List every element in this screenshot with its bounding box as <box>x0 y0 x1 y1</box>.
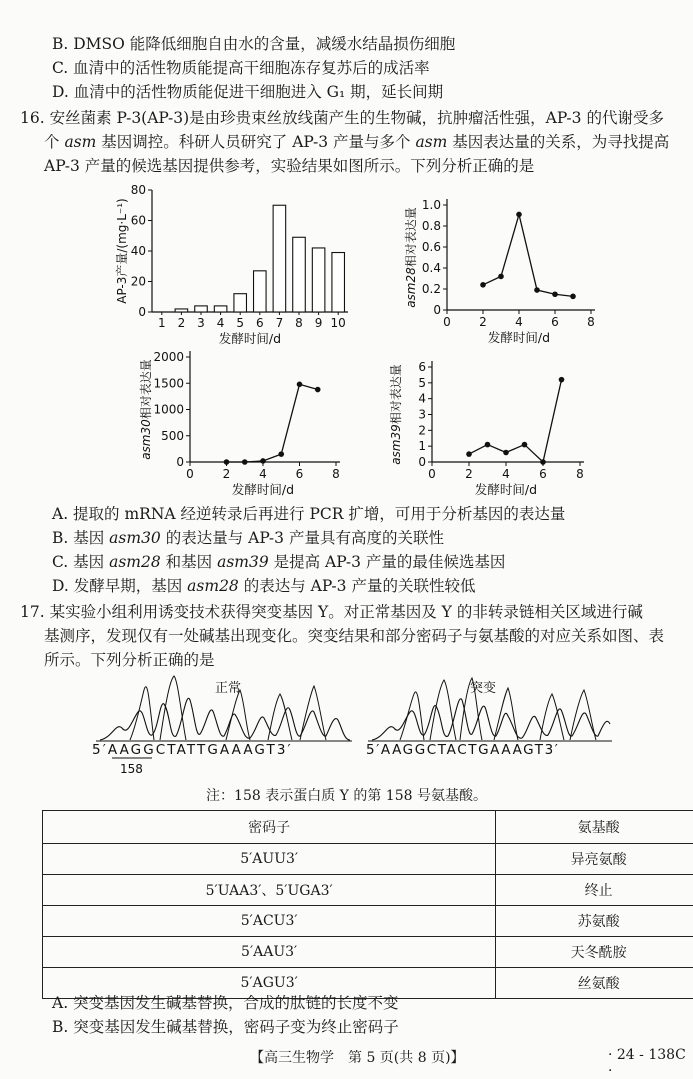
line3-y-axis-unit: 相对表达量 <box>388 364 403 424</box>
q16-option-c: C. 基因 asm28 和基因 asm39 是提高 AP-3 产量的最佳候选基因 <box>52 551 505 573</box>
mutant-sequence: 5′AAGGCTACTGAAAGT3′ <box>366 742 559 758</box>
line1-x-tick-label: 4 <box>515 315 523 329</box>
bar-x-tick-label: 1 <box>158 316 166 330</box>
line2-y-tick-label: 1500 <box>153 376 184 390</box>
bar-x-tick-label: 10 <box>331 316 346 330</box>
line1-y-tick-label: 0.2 <box>422 282 441 296</box>
header-amino-acid: 氨基酸 <box>496 811 693 844</box>
line3-y-tick-label: 2 <box>418 423 426 437</box>
q16-option-a: A. 提取的 mRNA 经逆转录后再进行 PCR 扩增，可用于分析基因的表达量 <box>52 503 565 525</box>
codon-cell: 5′ACU3′ <box>43 906 496 937</box>
amino-acid-cell: 天冬酰胺 <box>496 937 693 968</box>
line3-x-tick-label: 2 <box>465 467 473 481</box>
q17-option-b: B. 突变基因发生碱基替换，密码子变为终止密码子 <box>52 1016 399 1038</box>
q16-stem-line1: 16. 安丝菌素 P-3(AP-3)是由珍贵束丝放线菌产生的生物碱，抗肿瘤活性强，AP-3 的代谢受多 <box>20 107 664 129</box>
normal-label: 正常 <box>215 680 241 696</box>
line1-x-tick-label: 6 <box>551 315 559 329</box>
bar-x-axis-label: 发酵时间/d <box>219 331 281 346</box>
line2-y-tick-label: 0 <box>176 455 184 469</box>
line2-y-tick-label: 500 <box>161 429 184 443</box>
amino-acid-cell: 苏氨酸 <box>496 906 693 937</box>
q15-option-d: D. 血清中的活性物质能促进干细胞进入 G₁ 期，延长间期 <box>52 81 443 103</box>
table-row <box>43 875 693 906</box>
position-label: 158 <box>120 762 143 776</box>
line3-x-tick-label: 6 <box>539 467 547 481</box>
q16-option-b: B. 基因 asm30 的表达量与 AP-3 产量具有高度的关联性 <box>52 527 444 549</box>
line3-y-tick-label: 1 <box>418 439 426 453</box>
footer-page-info: 【高三生物学 第 5 页(共 8 页)】 <box>250 1047 465 1067</box>
line2-y-axis-unit: 相对表达量 <box>138 359 153 419</box>
q17-stem-line1: 17. 某实验小组利用诱变技术获得突变基因 Y。对正常基因及 Y 的非转录链相关区域进行碱 <box>20 601 643 623</box>
codon-cell: 5′AGU3′ <box>43 968 496 999</box>
line1-x-tick-label: 0 <box>443 315 451 329</box>
line3-y-tick-label: 6 <box>418 360 426 374</box>
line3-y-tick-label: 5 <box>418 376 426 390</box>
codon-cell: 5′AAU3′ <box>43 937 496 968</box>
line3-y-tick-label: 4 <box>418 392 426 406</box>
line2-x-axis-label: 发酵时间/d <box>232 482 294 497</box>
table-row <box>43 906 693 937</box>
amino-acid-cell: 异亮氨酸 <box>496 844 693 875</box>
bar-x-tick-label: 2 <box>178 316 186 330</box>
figure-note: 注：158 表示蛋白质 Y 的第 158 号氨基酸。 <box>0 785 693 805</box>
q15-option-b: B. DMSO 能降低细胞自由水的含量，减缓水结晶损伤细胞 <box>52 33 455 55</box>
amino-acid-cell: 终止 <box>496 875 693 906</box>
line1-x-tick-label: 2 <box>479 315 487 329</box>
codon-cell: 5′AUU3′ <box>43 844 496 875</box>
q16-stem-line3: AP-3 产量的候选基因提供参考，实验结果如图所示。下列分析正确的是 <box>44 155 534 177</box>
normal-sequence: 5′AAGGCTATTGAAAGT3′ <box>92 742 293 758</box>
q15-option-c: C. 血清中的活性物质能提高干细胞冻存复苏后的成活率 <box>52 57 430 79</box>
bar-y-tick-label: 80 <box>131 183 146 197</box>
line2-x-tick-label: 6 <box>296 467 304 481</box>
amino-acid-cell: 丝氨酸 <box>496 968 693 999</box>
line1-y-tick-label: 0.4 <box>422 261 441 275</box>
table-row <box>43 844 693 875</box>
line1-x-axis-label: 发酵时间/d <box>488 330 550 345</box>
bar-x-tick-label: 7 <box>276 316 284 330</box>
line1-y-tick-label: 0.6 <box>422 240 441 254</box>
line3-y-axis-gene: asm39 <box>389 424 403 465</box>
q17-option-a: A. 突变基因发生碱基替换，合成的肽链的长度不变 <box>52 992 399 1014</box>
line2-x-tick-label: 8 <box>332 467 340 481</box>
line3-y-tick-label: 0 <box>418 455 426 469</box>
footer-code: · 24 - 138C · <box>608 1047 693 1079</box>
line2-y-tick-label: 2000 <box>153 350 184 364</box>
line2-y-axis-gene: asm30 <box>139 419 153 460</box>
header-codon: 密码子 <box>43 811 496 844</box>
normal-chromatogram <box>100 698 350 740</box>
line1-y-tick-label: 0 <box>433 303 441 317</box>
bar-x-tick-label: 4 <box>217 316 225 330</box>
bar-x-tick-label: 6 <box>256 316 264 330</box>
mutant-label: 突变 <box>470 680 496 696</box>
line3-x-tick-label: 0 <box>428 467 436 481</box>
line3-x-tick-label: 4 <box>502 467 510 481</box>
codon-table <box>42 810 693 999</box>
line1-y-axis-gene: asm28 <box>404 267 418 308</box>
bar-y-tick-label: 20 <box>131 275 146 289</box>
line3-y-tick-label: 3 <box>418 408 426 422</box>
bar-x-tick-label: 3 <box>197 316 205 330</box>
line1-x-tick-label: 8 <box>587 315 595 329</box>
table-row <box>43 937 693 968</box>
line2-y-tick-label: 1000 <box>153 403 184 417</box>
line1-y-axis-unit: 相对表达量 <box>403 207 418 267</box>
q16-stem-line2: 个 asm 基因调控。科研人员研究了 AP-3 产量与多个 asm 基因表达量的关系，为寻找提高 <box>44 131 669 153</box>
bar-y-tick-label: 0 <box>138 305 146 319</box>
line3-x-tick-label: 8 <box>576 467 584 481</box>
line2-x-tick-label: 4 <box>259 467 267 481</box>
q16-option-d: D. 发酵早期，基因 asm28 的表达与 AP-3 产量的关联性较低 <box>52 575 475 597</box>
bar-y-tick-label: 40 <box>131 244 146 258</box>
bar-y-axis-label: AP-3产量/(mg·L⁻¹) <box>114 198 129 304</box>
codon-cell: 5′UAA3′、5′UGA3′ <box>43 875 496 906</box>
line1-y-tick-label: 1.0 <box>422 198 441 212</box>
bar-y-tick-label: 60 <box>131 214 146 228</box>
line2-x-tick-label: 2 <box>223 467 231 481</box>
bar-x-tick-label: 9 <box>315 316 323 330</box>
bar-x-tick-label: 8 <box>295 316 303 330</box>
q17-stem-line3: 所示。下列分析正确的是 <box>44 649 215 671</box>
line3-x-axis-label: 发酵时间/d <box>475 482 537 497</box>
line2-x-tick-label: 0 <box>186 467 194 481</box>
line1-y-tick-label: 0.8 <box>422 219 441 233</box>
bar-x-tick-label: 5 <box>236 316 244 330</box>
q17-stem-line2: 基测序，发现仅有一处碱基出现变化。突变结果和部分密码子与氨基酸的对应关系如图、表 <box>44 625 664 647</box>
table-header-row <box>43 811 693 844</box>
